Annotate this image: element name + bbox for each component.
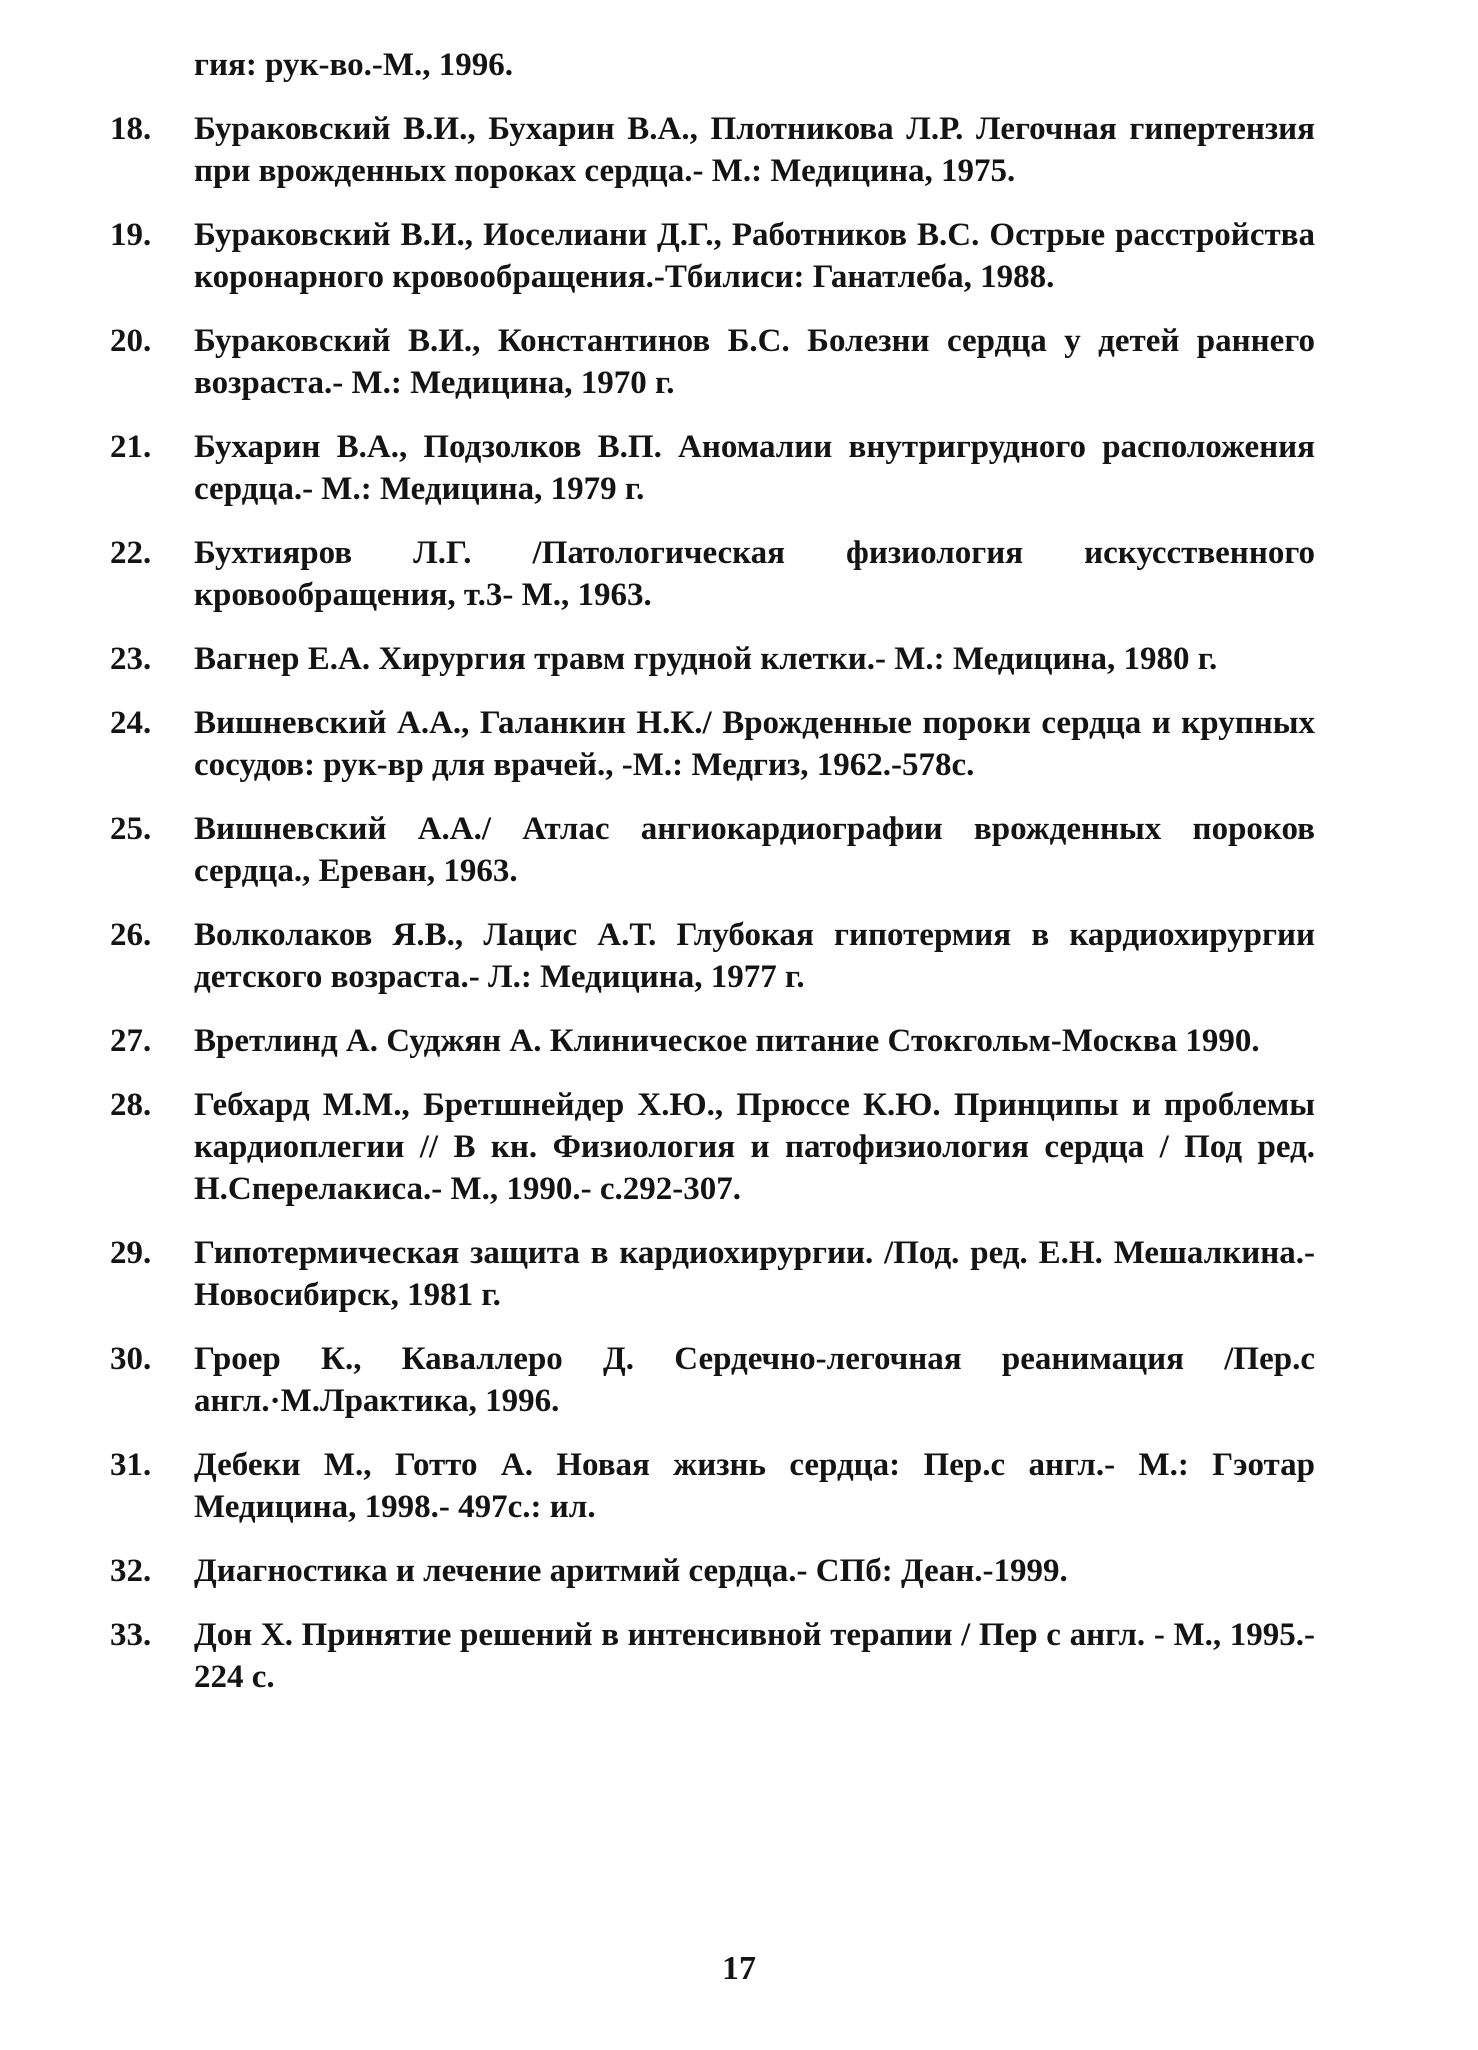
reference-list — [110, 44, 1315, 1720]
reference-text: Гипотермическая защита в кардиохирургии. /Под. ред. Е.Н. Мешалкина.- Новосибирск, 1981 г. — [194, 1235, 1315, 1313]
reference-number: 33. — [110, 1617, 152, 1653]
reference-text: Гебхард М.М., Бретшнейдер Х.Ю., Прюссе К.Ю. Принципы и проблемы кардиоплегии // В кн. Физиология и патофизиология сердца / Под ред. Н.Сперелакиса.- М., 1990.- с.292-307. — [194, 1087, 1315, 1207]
reference-item — [110, 1444, 1315, 1528]
reference-text: Дебеки М., Готто А. Новая жизнь сердца: Пер.с англ.- М.: Гэотар Медицина, 1998.- 497с.: ил. — [194, 1447, 1315, 1525]
reference-item — [110, 108, 1315, 192]
reference-text: Дон Х. Принятие решений в интенсивной терапии / Пер с англ. - М., 1995.- 224 с. — [194, 1617, 1315, 1695]
reference-number: 31. — [110, 1447, 152, 1483]
reference-text: Вишневский А.А., Галанкин Н.К./ Врожденные пороки сердца и крупных сосудов: рук-вр для врачей., -М.: Медгиз, 1962.-578с. — [194, 705, 1315, 783]
reference-text: Гроер К., Каваллеро Д. Сердечно-легочная реанимация /Пер.с англ.·М.Лрактика, 1996. — [194, 1341, 1315, 1419]
reference-item — [110, 532, 1315, 616]
reference-text: Вишневский А.А./ Атлас ангиокардиографии врожденных пороков сердца., Ереван, 1963. — [194, 811, 1315, 889]
reference-text: Волколаков Я.В., Лацис А.Т. Глубокая гипотермия в кардиохирургии детского возраста.- Л.: Медицина, 1977 г. — [194, 917, 1315, 995]
reference-text: Вагнер Е.А. Хирургия травм грудной клетки.- М.: Медицина, 1980 г. — [194, 641, 1218, 677]
reference-number: 18. — [110, 111, 152, 147]
reference-number: 21. — [110, 429, 152, 465]
reference-number: 19. — [110, 217, 152, 253]
page-number: 17 — [722, 1950, 756, 1987]
reference-item — [110, 914, 1315, 998]
reference-text: Вретлинд А. Суджян А. Клиническое питание Стокгольм-Москва 1990. — [194, 1023, 1260, 1059]
reference-text: Бураковский В.И., Константинов Б.С. Болезни сердца у детей раннего возраста.- М.: Медицина, 1970 г. — [194, 323, 1315, 401]
reference-item — [110, 1232, 1315, 1316]
reference-item — [110, 808, 1315, 892]
reference-item — [110, 214, 1315, 298]
reference-item — [110, 1338, 1315, 1422]
reference-item — [110, 426, 1315, 510]
reference-text: Бураковский В.И., Бухарин В.А., Плотникова Л.Р. Легочная гипертензия при врожденных пороках сердца.- М.: Медицина, 1975. — [194, 111, 1315, 189]
reference-number: 25. — [110, 811, 152, 847]
reference-item — [110, 1550, 1315, 1592]
reference-item — [110, 1614, 1315, 1698]
reference-number: 32. — [110, 1553, 152, 1589]
reference-item — [110, 1020, 1315, 1062]
reference-item — [110, 1084, 1315, 1210]
reference-continuation: гия: рук-во.-М., 1996. — [194, 47, 513, 83]
reference-number: 24. — [110, 705, 152, 741]
reference-number: 29. — [110, 1235, 152, 1271]
reference-number: 28. — [110, 1087, 152, 1123]
reference-number: 23. — [110, 641, 152, 677]
reference-text: Бухарин В.А., Подзолков В.П. Аномалии внутригрудного расположения сердца.- М.: Медицина, 1979 г. — [194, 429, 1315, 507]
reference-number: 27. — [110, 1023, 152, 1059]
reference-number: 20. — [110, 323, 152, 359]
reference-item — [110, 320, 1315, 404]
reference-number: 26. — [110, 917, 152, 953]
reference-number: 22. — [110, 535, 152, 571]
reference-item — [110, 702, 1315, 786]
reference-text: Бураковский В.И., Иоселиани Д.Г., Работников В.С. Острые расстройства коронарного кровообращения.-Тбилиси: Ганатлеба, 1988. — [194, 217, 1315, 295]
reference-text: Диагностика и лечение аритмий сердца.- СПб: Деан.-1999. — [194, 1553, 1068, 1589]
reference-item — [110, 638, 1315, 680]
reference-text: Бухтияров Л.Г. /Патологическая физиология искусственного кровообращения, т.3- М., 1963. — [194, 535, 1315, 613]
reference-number: 30. — [110, 1341, 152, 1377]
